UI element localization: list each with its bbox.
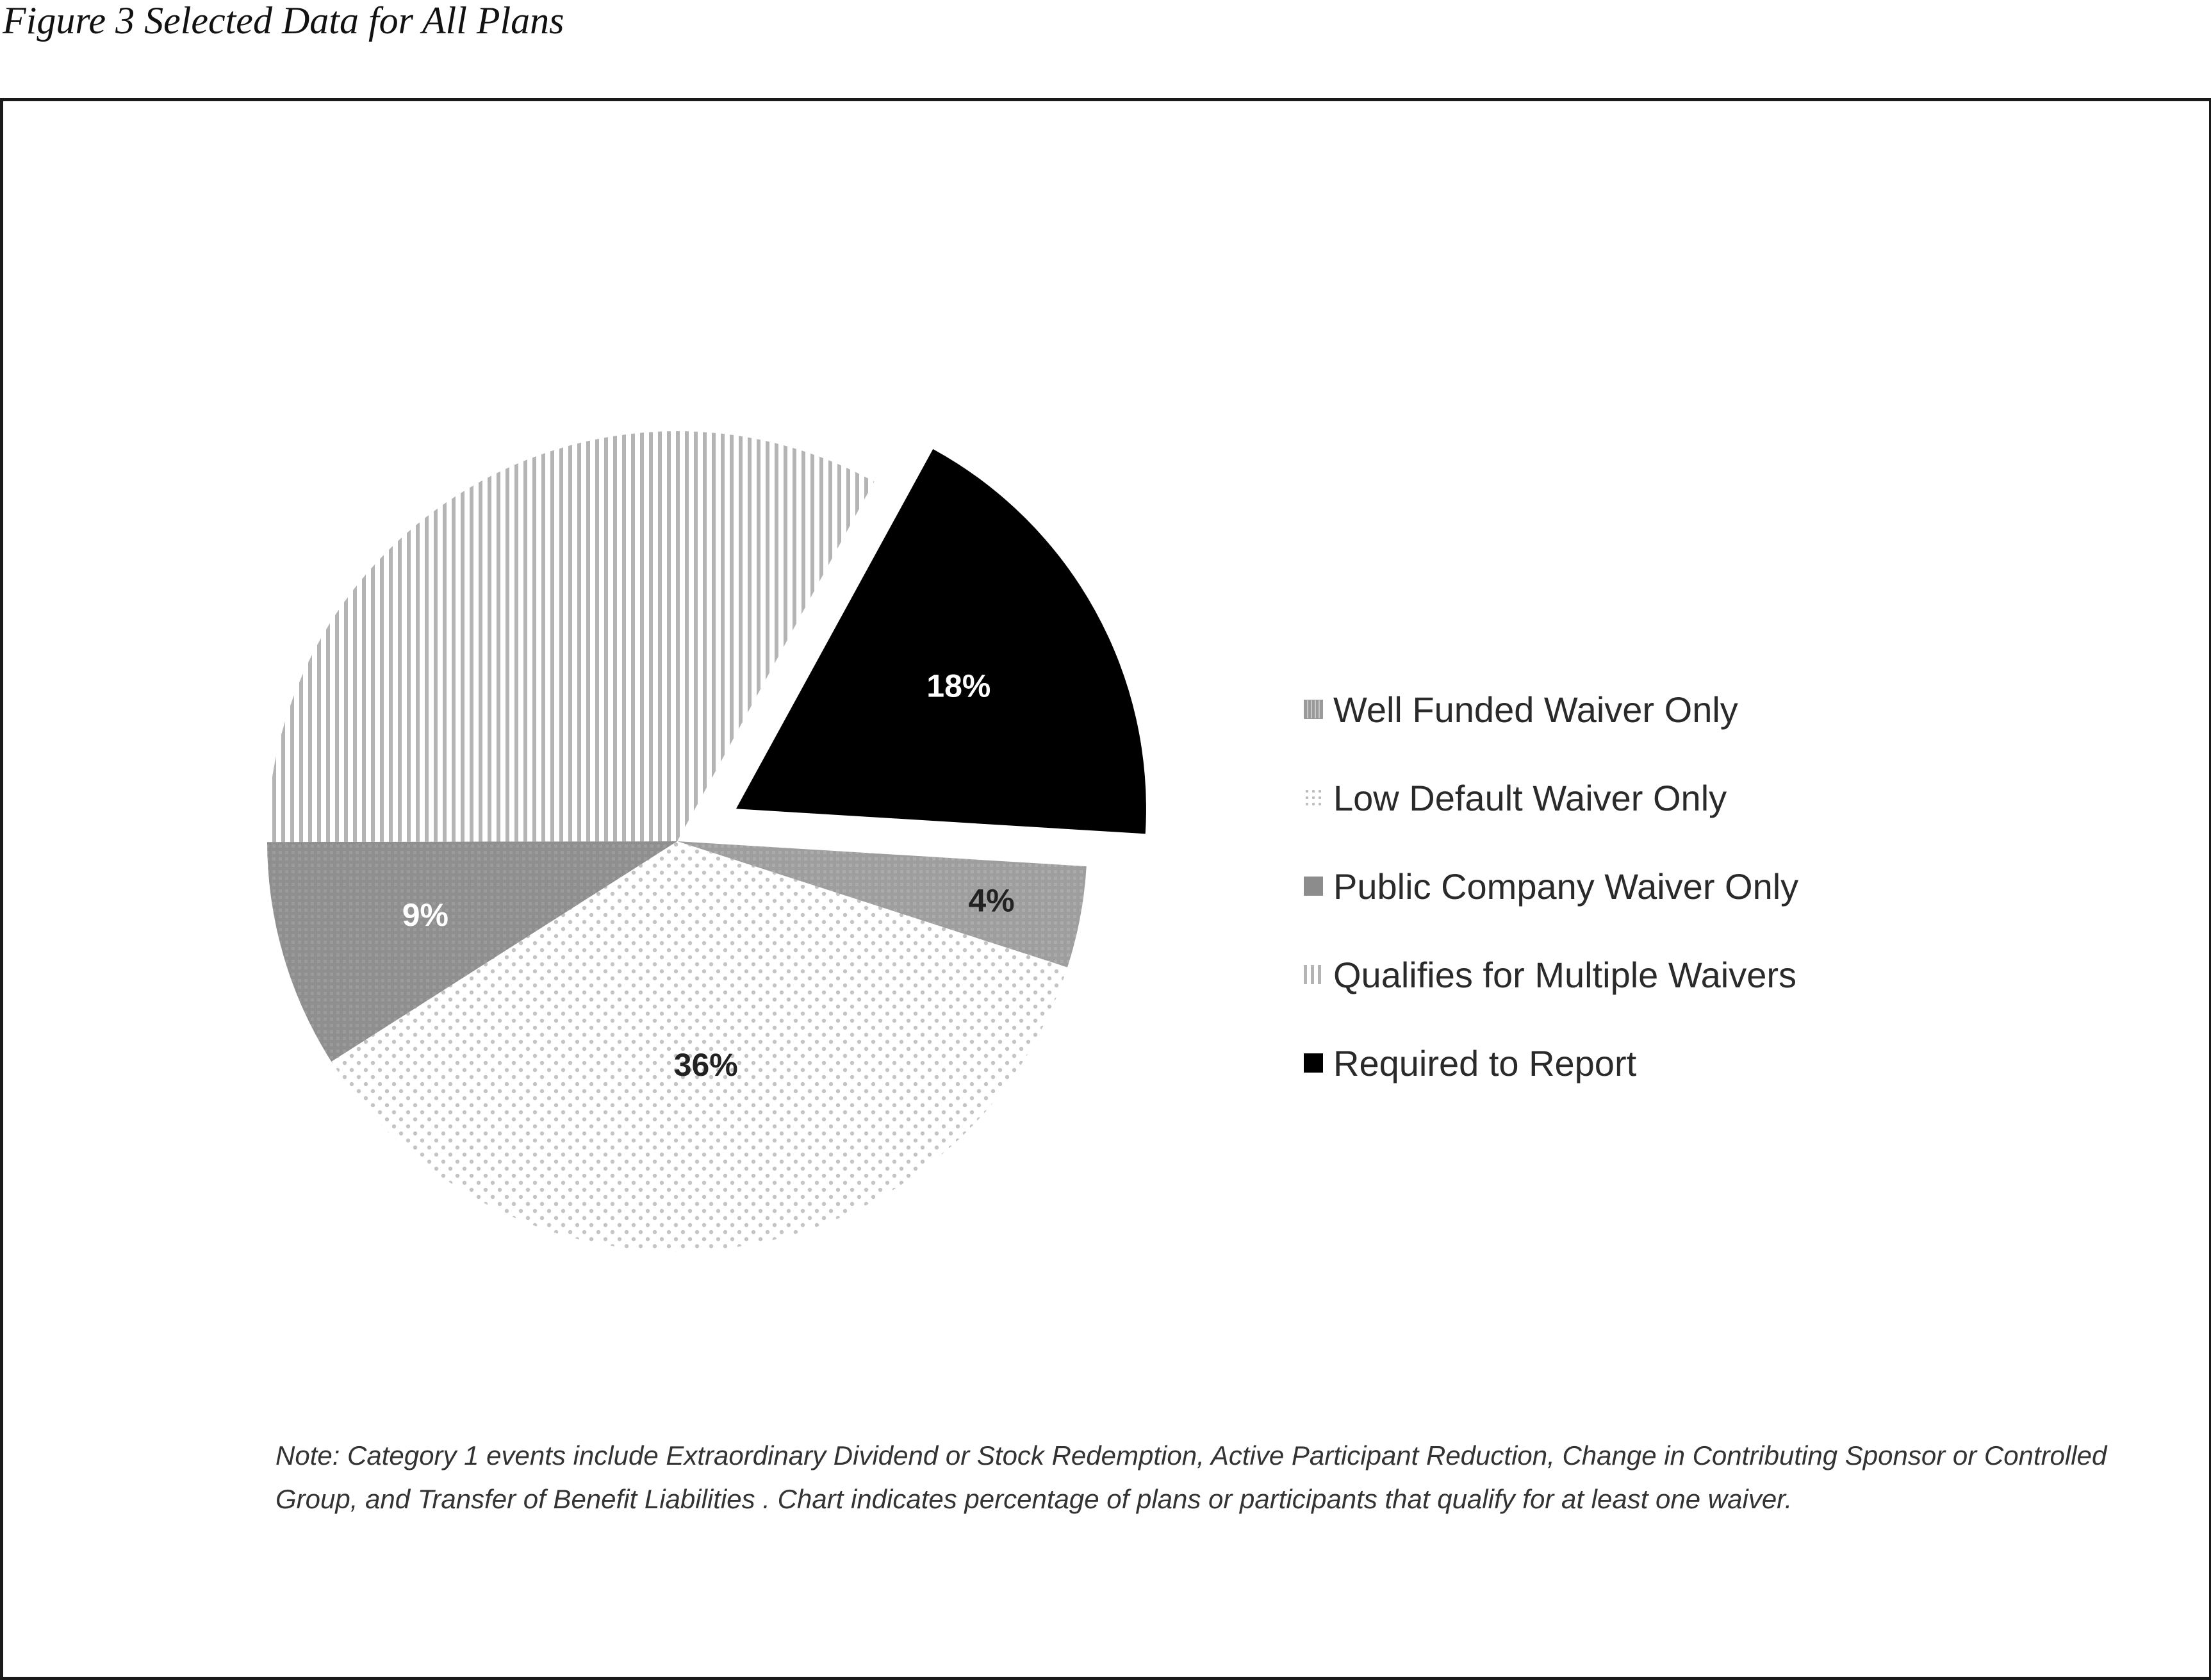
legend-item-public-company (1304, 842, 2009, 930)
legend-item-well-funded (1304, 665, 2009, 754)
legend-label: Public Company Waiver Only (1333, 866, 1799, 907)
legend-swatch-required-to-report (1304, 1053, 1323, 1073)
legend-swatch-multiple-waivers (1304, 965, 1323, 984)
figure-caption: Figure 3 Selected Data for All Plans (3, 0, 564, 42)
legend-label: Low Default Waiver Only (1333, 777, 1727, 818)
legend-swatch-low-default (1304, 788, 1323, 807)
chart-legend (1304, 665, 2009, 1107)
legend-swatch-well-funded (1304, 700, 1323, 719)
pie-data-label-required-to-report: 18% (926, 668, 991, 704)
pie-data-label-low-default: 36% (673, 1047, 738, 1083)
legend-item-required-to-report (1304, 1019, 2009, 1107)
legend-label: Qualifies for Multiple Waivers (1333, 954, 1797, 995)
legend-swatch-public-company (1304, 877, 1323, 896)
legend-label: Well Funded Waiver Only (1333, 689, 1738, 730)
chart-frame (0, 98, 2211, 1680)
legend-label: Required to Report (1333, 1042, 1637, 1083)
legend-item-multiple-waivers (1304, 930, 2009, 1019)
legend-item-low-default (1304, 754, 2009, 842)
chart-note: Note: Category 1 events include Extraordinary Dividend or Stock Redemption, Active Participant Reduction, Change in Contributing Sponsor or Controlled Group, and Transfer of Benefit Liabilities . Chart indicates percentage of plans or participants that qualify for at least one waiver. (275, 1440, 2107, 1514)
pie-data-label-well-funded: 4% (968, 882, 1015, 919)
pie-data-label-public-company: 9% (402, 896, 448, 933)
